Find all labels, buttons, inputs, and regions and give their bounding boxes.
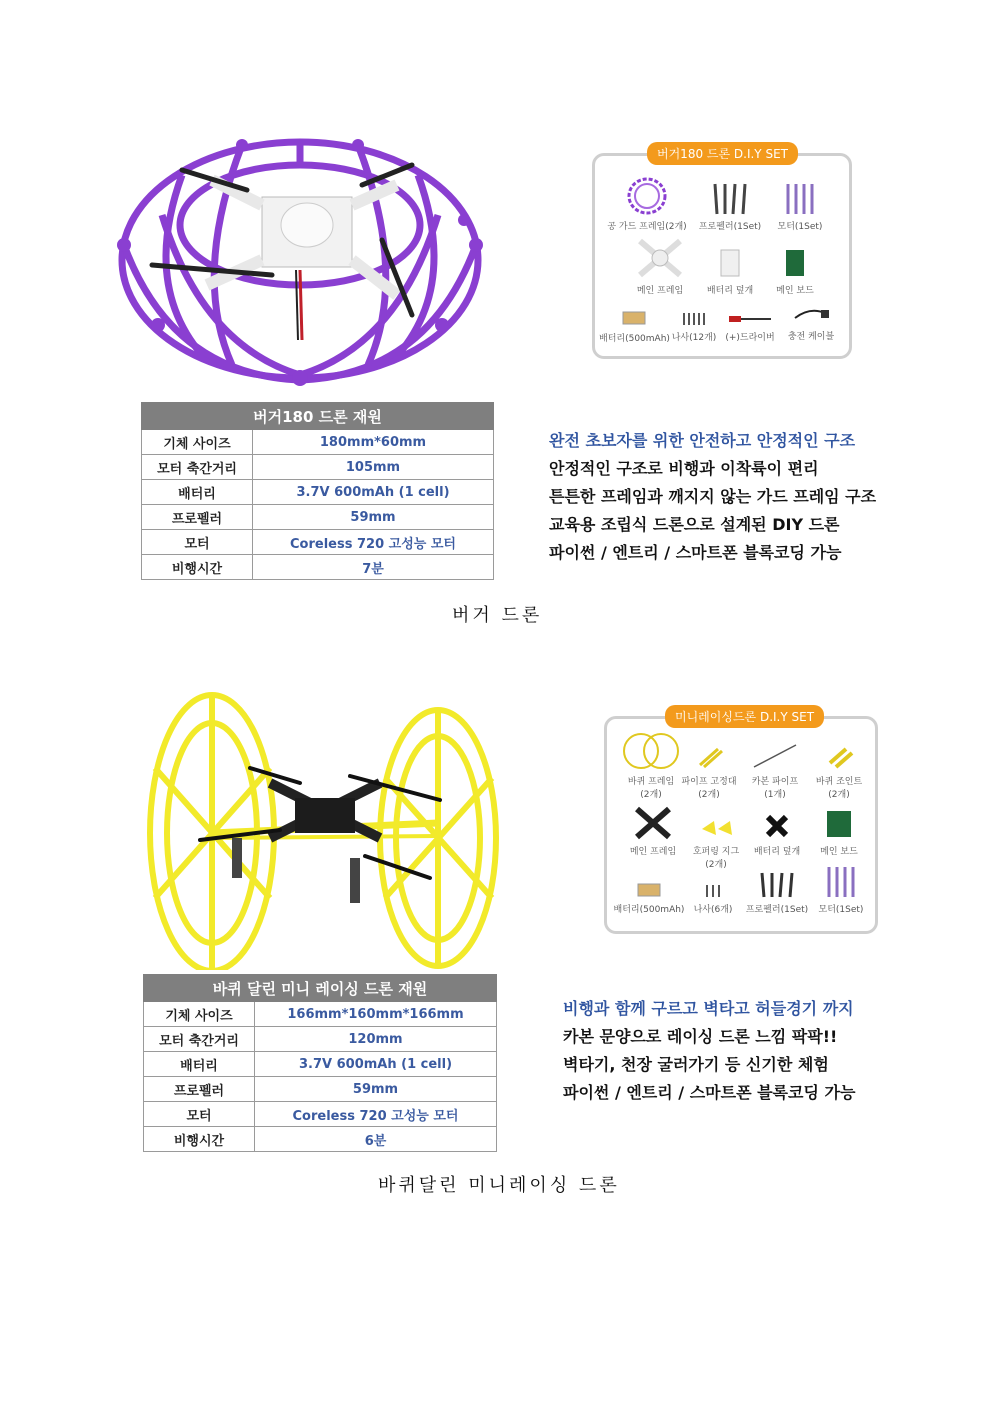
diy-set-box-2 <box>604 710 878 934</box>
feature-line: 파이썬 / 엔트리 / 스마트폰 블록코딩 가능 <box>549 543 842 562</box>
diy-item-screws: 나사(12개) <box>669 311 719 343</box>
jig-icon <box>698 815 734 841</box>
diy-item-motor: 모터(1Set) <box>811 865 871 915</box>
feature-line: 파이썬 / 엔트리 / 스마트폰 블록코딩 가능 <box>563 1083 856 1102</box>
diy-item-main-board: 메인 보드 <box>765 246 825 296</box>
ring-icon <box>624 176 670 216</box>
table-row: 배터리 3.7V 600mAh (1 cell) <box>144 1052 497 1077</box>
frame-icon <box>633 805 673 841</box>
feature-line: 튼튼한 프레임과 깨지지 않는 가드 프레임 구조 <box>549 487 877 506</box>
diy-item-battery-cover: 배터리 덮개 <box>695 246 765 296</box>
diy-set-box-1 <box>592 147 852 359</box>
spec-table-title: 버거180 드론 재원 <box>142 403 494 430</box>
propeller-icon <box>754 871 800 899</box>
feature-line: 교육용 조립식 드론으로 설계된 DIY 드론 <box>549 515 840 534</box>
diy-item-propeller: 프로펠러(1Set) <box>743 871 811 915</box>
feature-line: 벽타기, 천장 굴러가기 등 신기한 체험 <box>563 1055 829 1074</box>
holder-icon <box>694 741 724 771</box>
diy-item-screws: 나사(6개) <box>685 883 741 915</box>
diy-item-battery: 배터리(500mAh) <box>613 881 685 915</box>
diy-item-charge-cable: 충전 케이블 <box>781 304 841 342</box>
table-row: 모터 축간거리 105mm <box>142 455 494 480</box>
wheel-icon <box>621 731 681 771</box>
spec-table-2 <box>143 974 497 1152</box>
frame-icon <box>635 236 685 280</box>
diy-item-battery-cover: 배터리 덮개 <box>747 811 807 857</box>
diy-item-main-frame: 메인 프레임 <box>623 805 683 857</box>
caption-wheeled-drone: 바퀴달린 미니레이싱 드론 <box>378 1175 620 1196</box>
cover-icon <box>715 246 745 280</box>
feature-list-2 <box>563 995 855 1107</box>
board-icon <box>780 246 810 280</box>
diy-item-guard-frame: 공 가드 프레임(2개) <box>607 176 687 232</box>
screwdriver-icon <box>725 311 775 327</box>
feature-headline: 비행과 함께 구르고 벽타고 허들경기 까지 <box>563 999 854 1018</box>
table-row: 비행시간 6분 <box>144 1127 497 1152</box>
table-row: 모터 축간거리 120mm <box>144 1027 497 1052</box>
diy-item-hovering-jig: 호퍼링 지그 (2개) <box>685 815 747 870</box>
screw-icon <box>701 883 725 899</box>
diy-item-pipe-holder: 파이프 고정대 (2개) <box>679 741 739 800</box>
joint-icon <box>824 741 854 771</box>
table-row: 기체 사이즈 166mm*160mm*166mm <box>144 1002 497 1027</box>
diy-set-title: 버거180 드론 D.I.Y SET <box>647 142 798 165</box>
spec-table-title: 바퀴 달린 미니 레이싱 드론 재원 <box>144 975 497 1002</box>
feature-line: 카본 문양으로 레이싱 드론 느낌 팍팍!! <box>563 1027 838 1046</box>
diy-item-wheel-frame: 바퀴 프레임 (2개) <box>615 731 687 800</box>
propeller-icon <box>707 182 753 216</box>
diy-item-propeller: 프로펠러(1Set) <box>695 182 765 232</box>
table-row: 배터리 3.7V 600mAh (1 cell) <box>142 480 494 505</box>
motor-icon <box>780 182 820 216</box>
spec-table-1 <box>141 402 494 580</box>
diy-item-main-board: 메인 보드 <box>809 807 869 857</box>
table-row: 프로펠러 59mm <box>142 505 494 530</box>
cable-icon <box>791 304 831 326</box>
feature-line: 안정적인 구조로 비행과 이착륙이 편리 <box>549 459 819 478</box>
diy-item-battery: 배터리(500mAh) <box>599 308 669 344</box>
caption-burger-drone: 버거 드론 <box>452 605 543 626</box>
feature-headline: 완전 초보자를 위한 안전하고 안정적인 구조 <box>549 431 856 450</box>
table-row: 비행시간 7분 <box>142 555 494 580</box>
cover-icon <box>762 811 792 841</box>
board-icon <box>821 807 857 841</box>
motor-icon <box>821 865 861 899</box>
table-row: 모터 Coreless 720 고성능 모터 <box>144 1102 497 1127</box>
battery-icon <box>634 881 664 899</box>
table-row: 프로펠러 59mm <box>144 1077 497 1102</box>
diy-item-carbon-pipe: 카본 파이프 (1개) <box>743 741 807 800</box>
battery-icon <box>619 308 649 328</box>
pipe-icon <box>750 741 800 771</box>
screw-icon <box>679 311 709 327</box>
burger-drone-image <box>112 125 487 395</box>
table-row: 기체 사이즈 180mm*60mm <box>142 430 494 455</box>
diy-item-main-frame: 메인 프레임 <box>620 236 700 296</box>
table-row: 모터 Coreless 720 고성능 모터 <box>142 530 494 555</box>
diy-set-title: 미니레이싱드론 D.I.Y SET <box>665 705 824 728</box>
wheeled-drone-image <box>140 688 500 970</box>
diy-item-driver: (+)드라이버 <box>719 311 781 343</box>
diy-item-wheel-joint: 바퀴 조인트 (2개) <box>807 741 871 800</box>
feature-list-1 <box>549 427 876 567</box>
diy-item-motor: 모터(1Set) <box>770 182 830 232</box>
